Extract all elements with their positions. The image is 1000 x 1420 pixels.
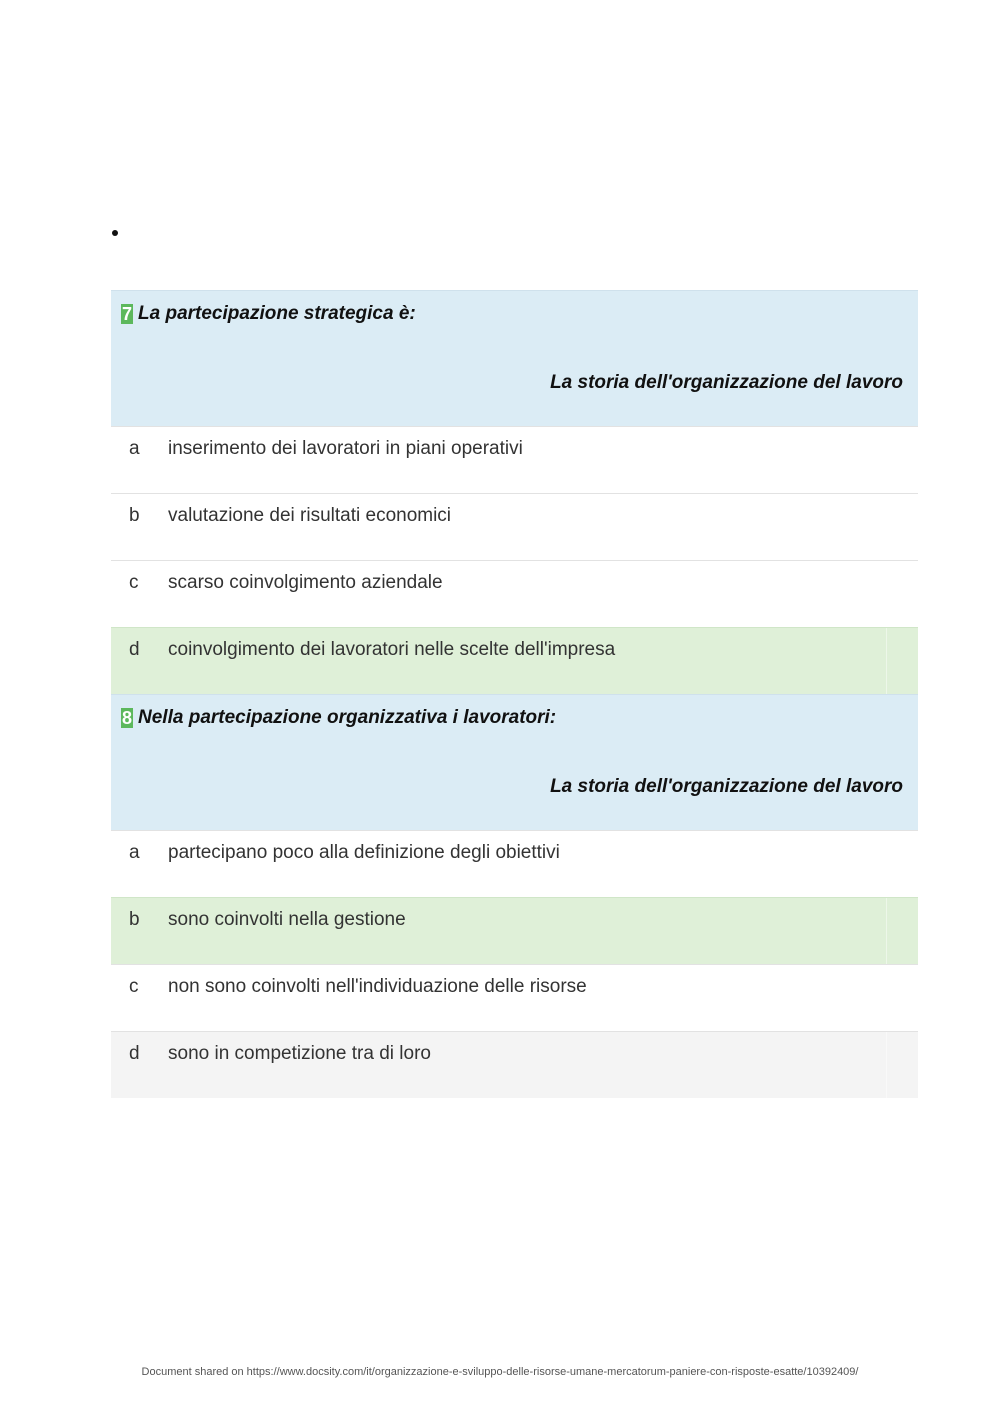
quiz-table (111, 290, 918, 1098)
answer-text: non sono coinvolti nell'individuazione delle risorse (168, 976, 587, 997)
answer-text: inserimento dei lavoratori in piani operativi (168, 438, 523, 459)
answer-row (111, 964, 918, 1031)
question-title (121, 707, 556, 729)
answer-text: partecipano poco alla definizione degli obiettivi (168, 842, 560, 863)
answer-text: coinvolgimento dei lavoratori nelle scelte dell'impresa (168, 639, 616, 660)
answer-text: sono coinvolti nella gestione (168, 909, 406, 930)
answer-row (111, 426, 918, 493)
question-text: La partecipazione strategica è: (138, 303, 416, 324)
question-number-badge: 7 (122, 304, 133, 324)
answer-letter: d (129, 1043, 140, 1064)
question-number-badge: 8 (122, 708, 133, 728)
answer-letter: d (129, 639, 140, 660)
question-text: Nella partecipazione organizzativa i lavoratori: (138, 707, 557, 728)
answer-letter: b (129, 505, 140, 526)
list-bullet (112, 230, 118, 236)
answer-letter: c (129, 572, 139, 593)
question-title (121, 303, 416, 325)
question-header (111, 290, 918, 426)
question-header (111, 694, 918, 830)
answer-letter: a (129, 438, 140, 459)
answer-text: valutazione dei risultati economici (168, 505, 452, 526)
answer-row-correct (111, 897, 918, 964)
answer-row (111, 493, 918, 560)
answer-letter: a (129, 842, 140, 863)
answer-letter: b (129, 909, 140, 930)
question-topic: La storia dell'organizzazione del lavoro (550, 776, 903, 797)
answer-row-correct (111, 627, 918, 694)
question-topic: La storia dell'organizzazione del lavoro (550, 372, 903, 393)
document-footer: Document shared on https://www.docsity.com/it/organizzazione-e-sviluppo-delle-risorse-umane-mercatorum-paniere-con-risposte-esatte/10392409/ (141, 1366, 859, 1378)
answer-row (111, 1031, 918, 1098)
answer-row (111, 830, 918, 897)
answer-letter: c (129, 976, 139, 997)
answer-row (111, 560, 918, 627)
answer-text: sono in competizione tra di loro (168, 1043, 431, 1064)
answer-text: scarso coinvolgimento aziendale (168, 572, 443, 593)
